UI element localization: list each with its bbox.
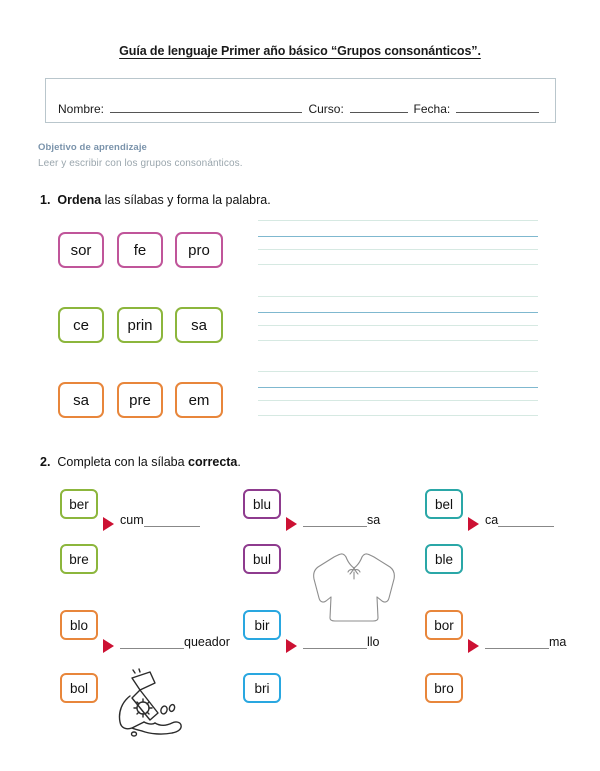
option-tile[interactable] (60, 544, 98, 574)
date-label: Fecha: (413, 102, 451, 116)
syllable-tile-label: sa (73, 391, 89, 409)
syllable-tile-label: fe (133, 241, 147, 259)
word-prefix: cum (120, 513, 144, 527)
syllable-tile[interactable] (175, 232, 223, 268)
word-prefix: ca (485, 513, 499, 527)
syllable-tile-label: ce (73, 316, 89, 334)
word-with-blank[interactable] (485, 513, 554, 527)
syllable-tile[interactable] (58, 307, 104, 343)
exercise-1-number: 1. (40, 193, 51, 207)
syllable-tile-label: pre (129, 391, 151, 409)
arrow-icon (286, 639, 297, 653)
option-tile[interactable] (60, 489, 98, 519)
arrow-icon (468, 517, 479, 531)
answer-blank[interactable] (144, 515, 200, 527)
exercise-1-rest: las sílabas y forma la palabra. (101, 193, 271, 207)
option-tile-label: blu (252, 496, 271, 512)
student-info-row (58, 102, 545, 116)
word-suffix: sa (367, 513, 381, 527)
exercise-2-suffix: . (237, 455, 241, 469)
option-tile[interactable] (425, 673, 463, 703)
option-tile[interactable] (243, 489, 281, 519)
option-tile-label: bel (434, 496, 453, 512)
writing-line-group[interactable] (258, 220, 538, 224)
blouse-illustration (310, 548, 398, 631)
writing-line (258, 264, 538, 265)
exercise-2-heading (40, 455, 241, 469)
word-suffix: ma (549, 635, 567, 649)
option-tile-label: bor (434, 617, 454, 633)
sunscreen-illustration-svg (110, 668, 190, 746)
option-tile-label: bul (252, 551, 271, 567)
syllable-tile[interactable] (58, 382, 104, 418)
course-label: Curso: (308, 102, 344, 116)
syllable-tile-label: pro (188, 241, 210, 259)
date-input[interactable] (456, 102, 539, 113)
exercise-2-bold-word: correcta (188, 455, 238, 469)
option-tile-label: blo (69, 617, 88, 633)
writing-line (258, 312, 538, 313)
writing-line (258, 249, 538, 250)
word-suffix: llo (367, 635, 380, 649)
name-input[interactable] (110, 102, 302, 113)
answer-blank[interactable] (303, 637, 367, 649)
writing-line (258, 220, 538, 221)
arrow-icon (103, 639, 114, 653)
option-tile[interactable] (425, 489, 463, 519)
word-with-blank[interactable] (120, 635, 230, 649)
exercise-1-bold-word: Ordena (57, 193, 102, 207)
syllable-tile[interactable] (117, 307, 163, 343)
writing-line (258, 236, 538, 237)
writing-line (258, 387, 538, 388)
writing-line (258, 371, 538, 372)
page-title: Guía de lenguaje Primer año básico “Grupos consonánticos”. (119, 44, 481, 58)
arrow-icon (103, 517, 114, 531)
word-with-blank[interactable] (120, 513, 200, 527)
word-suffix: queador (184, 635, 230, 649)
writing-line (258, 296, 538, 297)
objective-heading: Objetivo de aprendizaje (38, 142, 147, 153)
option-tile[interactable] (243, 673, 281, 703)
answer-blank[interactable] (120, 637, 184, 649)
syllable-tile[interactable] (175, 382, 223, 418)
syllable-tile[interactable] (58, 232, 104, 268)
syllable-tile[interactable] (175, 307, 223, 343)
writing-line (258, 325, 538, 326)
syllable-tile-label: em (188, 391, 210, 409)
option-tile[interactable] (60, 610, 98, 640)
writing-line (258, 400, 538, 401)
option-tile-label: bir (254, 617, 270, 633)
blouse-illustration-svg (310, 548, 398, 626)
writing-line-group[interactable] (258, 371, 538, 375)
answer-blank[interactable] (485, 637, 549, 649)
syllable-tile-label: prin (127, 316, 153, 334)
answer-blank[interactable] (303, 515, 367, 527)
option-tile-label: ble (434, 551, 453, 567)
student-info-box (45, 78, 556, 123)
syllable-tile[interactable] (117, 232, 163, 268)
option-tile[interactable] (425, 610, 463, 640)
arrow-icon (286, 517, 297, 531)
sunscreen-illustration (110, 668, 190, 751)
option-tile-label: bol (69, 680, 88, 696)
writing-line (258, 340, 538, 341)
word-with-blank[interactable] (485, 635, 566, 649)
exercise-2-prefix: Completa con la sílaba (57, 455, 189, 469)
word-with-blank[interactable] (303, 635, 380, 649)
answer-blank[interactable] (498, 515, 554, 527)
arrow-icon (468, 639, 479, 653)
option-tile-label: bri (254, 680, 270, 696)
name-label: Nombre: (58, 102, 105, 116)
option-tile[interactable] (425, 544, 463, 574)
syllable-tile[interactable] (117, 382, 163, 418)
syllable-tile-label: sor (70, 241, 92, 259)
syllable-tile-label: sa (191, 316, 207, 334)
option-tile[interactable] (243, 610, 281, 640)
course-input[interactable] (350, 102, 408, 113)
option-tile-label: bre (69, 551, 89, 567)
writing-line-group[interactable] (258, 296, 538, 300)
objective-text: Leer y escribir con los grupos consonánticos. (38, 158, 243, 169)
word-with-blank[interactable] (303, 513, 380, 527)
option-tile[interactable] (243, 544, 281, 574)
exercise-1-heading (40, 193, 271, 207)
option-tile-label: ber (69, 496, 89, 512)
exercise-2-number: 2. (40, 455, 51, 469)
writing-line (258, 415, 538, 416)
option-tile-label: bro (434, 680, 454, 696)
option-tile[interactable] (60, 673, 98, 703)
